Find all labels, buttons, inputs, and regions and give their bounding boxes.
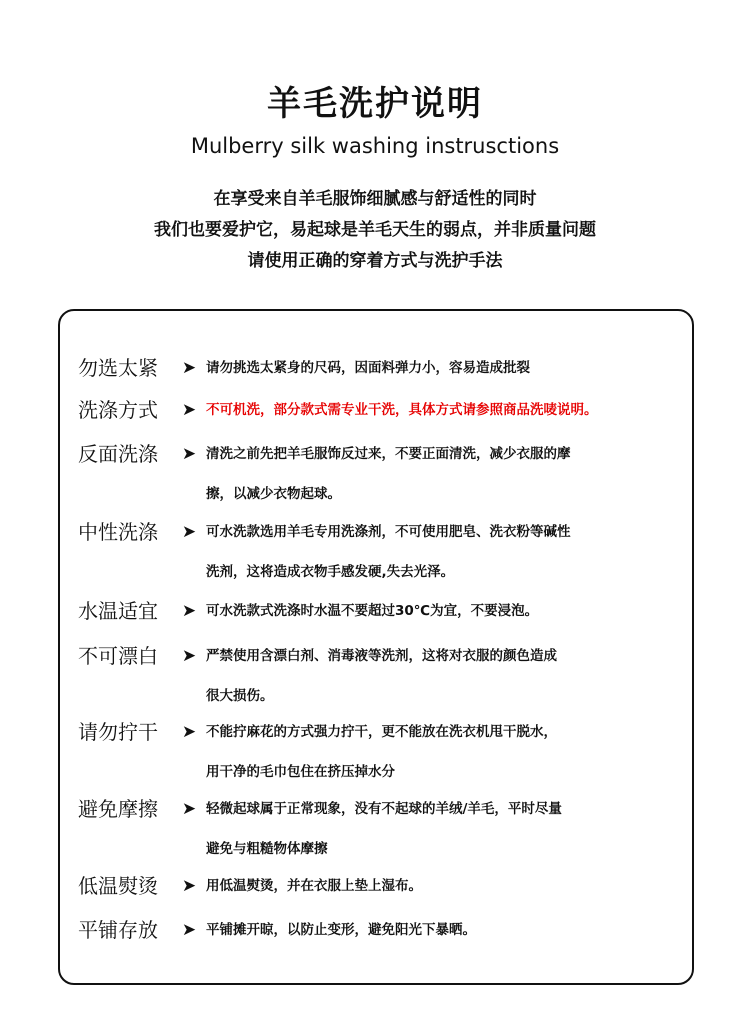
care-item-label: 中性洗涤 xyxy=(78,520,158,544)
care-item-no-wringing xyxy=(78,715,676,789)
arrow-icon: ➤ xyxy=(181,601,197,621)
care-item-label: 不可漂白 xyxy=(78,644,158,668)
care-item-label: 勿选太紧 xyxy=(78,356,158,380)
care-item-neutral-detergent xyxy=(78,515,676,589)
care-item-label: 请勿拧干 xyxy=(78,720,158,744)
care-item-label: 平铺存放 xyxy=(78,918,158,942)
arrow-icon: ➤ xyxy=(181,358,197,378)
arrow-icon: ➤ xyxy=(181,444,197,464)
intro-text xyxy=(0,184,750,277)
care-item-description xyxy=(204,792,676,866)
care-item-description xyxy=(204,594,676,628)
page-subtitle: Mulberry silk washing instrusctions xyxy=(190,134,560,158)
care-item-washing-method xyxy=(78,393,676,427)
description-line: 用干净的毛巾包住在挤压掉水分 xyxy=(206,764,395,780)
care-item-label: 低温熨烫 xyxy=(78,874,158,898)
care-item-description xyxy=(204,715,676,789)
care-item-lay-flat-storage xyxy=(78,913,676,947)
care-item-label: 水温适宜 xyxy=(78,599,158,623)
arrow-icon: ➤ xyxy=(181,799,197,819)
intro-line: 我们也要爱护它，易起球是羊毛天生的弱点，并非质量问题 xyxy=(154,220,596,240)
description-line: 平铺摊开晾，以防止变形，避免阳光下暴晒。 xyxy=(206,922,476,938)
description-line: 可水洗款选用羊毛专用洗涤剂，不可使用肥皂、洗衣粉等碱性 xyxy=(206,524,571,540)
arrow-icon: ➤ xyxy=(181,400,197,420)
care-item-description xyxy=(204,515,676,589)
care-item-description xyxy=(204,913,676,947)
description-line: 清洗之前先把羊毛服饰反过来，不要正面清洗，减少衣服的摩 xyxy=(206,446,571,462)
care-item-avoid-friction xyxy=(78,792,676,866)
intro-line: 请使用正确的穿着方式与洗护手法 xyxy=(247,251,503,271)
care-item-description xyxy=(204,437,676,511)
intro-line: 在享受来自羊毛服饰细腻感与舒适性的同时 xyxy=(213,189,537,209)
care-item-label: 洗涤方式 xyxy=(78,398,158,422)
description-line: 严禁使用含漂白剂、消毒液等洗剂，这将对衣服的颜色造成 xyxy=(206,648,557,664)
care-item-inside-out xyxy=(78,437,676,511)
care-item-description xyxy=(204,869,676,903)
care-item-label: 反面洗涤 xyxy=(78,442,158,466)
care-item-description xyxy=(204,639,676,713)
care-item-no-bleach xyxy=(78,639,676,713)
description-line: 请勿挑选太紧身的尺码，因面料弹力小，容易造成批裂 xyxy=(206,360,530,376)
description-line: 避免与粗糙物体摩擦 xyxy=(206,841,328,857)
arrow-icon: ➤ xyxy=(181,920,197,940)
arrow-icon: ➤ xyxy=(181,522,197,542)
care-item-label: 避免摩擦 xyxy=(78,797,158,821)
description-line: 洗剂，这将造成衣物手感发硬,失去光泽。 xyxy=(206,564,455,580)
description-line: 很大损伤。 xyxy=(206,688,274,704)
care-item-low-heat-ironing xyxy=(78,869,676,903)
description-line: 不能拧麻花的方式强力拧干，更不能放在洗衣机甩干脱水， xyxy=(206,724,557,740)
care-item-description xyxy=(204,351,676,385)
description-line: 可水洗款式洗涤时水温不要超过30℃为宜，不要浸泡。 xyxy=(206,603,539,619)
page-title: 羊毛洗护说明 xyxy=(267,84,483,124)
arrow-icon: ➤ xyxy=(181,646,197,666)
description-line: 擦，以减少衣物起球。 xyxy=(206,486,341,502)
care-item-description xyxy=(204,393,676,427)
arrow-icon: ➤ xyxy=(181,722,197,742)
description-line: 不可机洗，部分款式需专业干洗，具体方式请参照商品洗唛说明。 xyxy=(206,402,598,418)
description-line: 用低温熨烫，并在衣服上垫上湿布。 xyxy=(206,878,422,894)
care-item-water-temperature xyxy=(78,594,676,628)
arrow-icon: ➤ xyxy=(181,876,197,896)
care-item-tight-fit xyxy=(78,351,676,385)
description-line: 轻微起球属于正常现象，没有不起球的羊绒/羊毛，平时尽量 xyxy=(206,801,562,817)
